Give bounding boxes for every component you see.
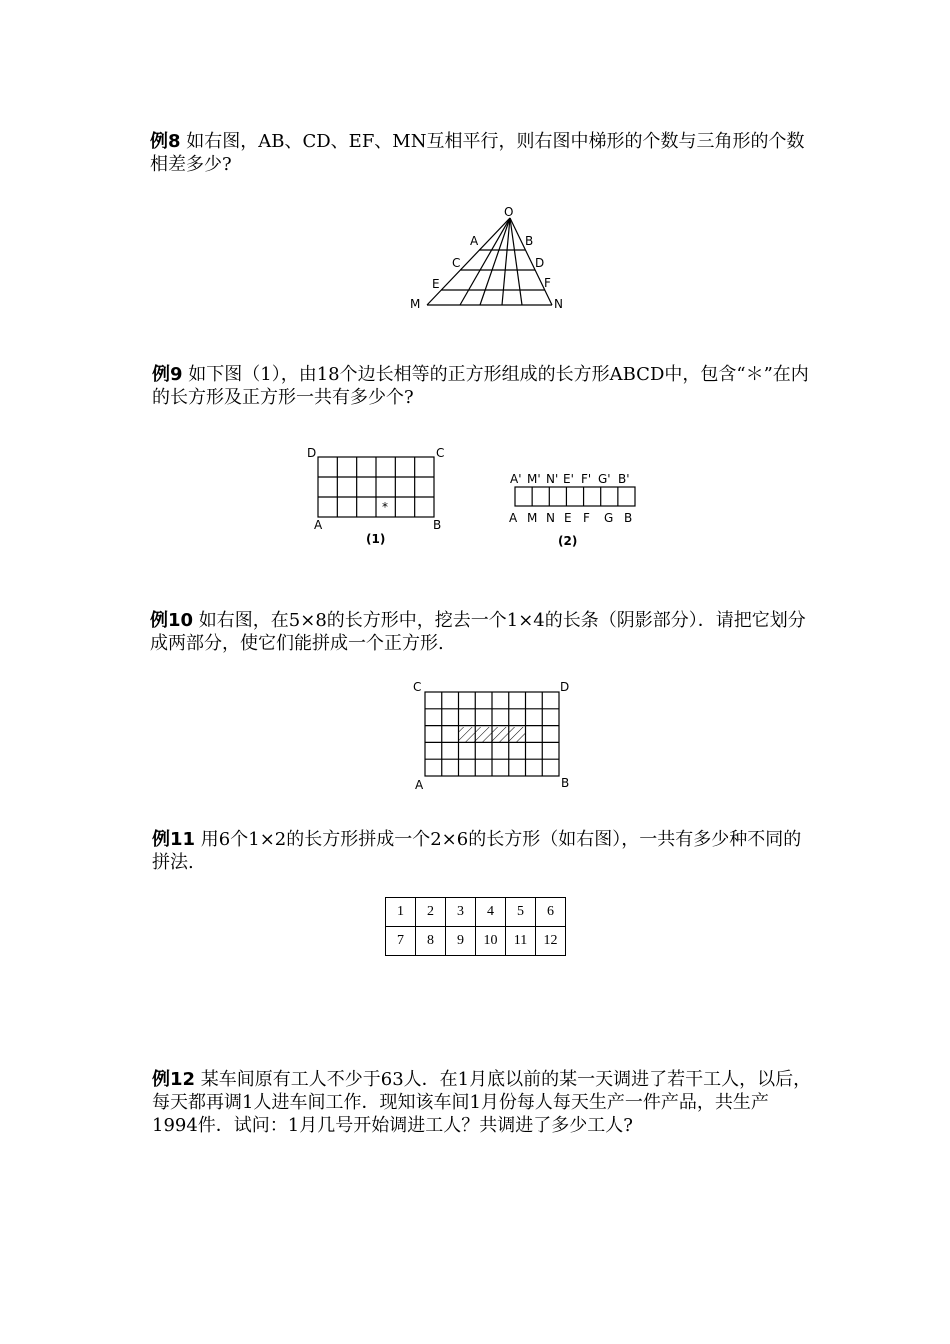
grid-cell: 4 <box>476 898 506 927</box>
bottom-label: A <box>509 511 518 525</box>
corner-label-a: A <box>415 778 424 792</box>
point-label-e: E <box>432 277 440 291</box>
top-label: F' <box>581 472 592 486</box>
point-label-n: N <box>554 297 563 311</box>
grid-cell: 6 <box>536 898 566 927</box>
corner-label-b: B <box>433 518 442 532</box>
bottom-label: F <box>583 511 590 525</box>
figure-strip-1x7 <box>500 462 650 552</box>
top-label: B' <box>618 472 630 486</box>
problem-text: 用6个1×2的长方形拼成一个2×6的长方形（如右图），一共有多少种不同的拼法. <box>152 829 802 873</box>
grid-cell: 5 <box>506 898 536 927</box>
corner-label-d: D <box>307 446 317 460</box>
corner-label-c: C <box>413 680 422 694</box>
bottom-label: N <box>546 511 555 525</box>
grid-cell: 7 <box>386 927 416 956</box>
point-label-f: F <box>544 276 551 290</box>
point-label-c: C <box>452 256 461 270</box>
problem-8 <box>150 130 810 176</box>
figure-caption: (2) <box>558 534 578 548</box>
bottom-label: G <box>604 511 614 525</box>
bottom-label: M <box>527 511 538 525</box>
grid-cell: 9 <box>446 927 476 956</box>
corner-label-d: D <box>560 680 570 694</box>
point-label-d: D <box>535 256 545 270</box>
top-label: A' <box>510 472 522 486</box>
figure-caption: (1) <box>366 532 386 546</box>
problem-label: 例8 <box>150 131 181 152</box>
problem-label: 例12 <box>152 1069 196 1090</box>
problem-11 <box>152 828 812 874</box>
point-label-a: A <box>470 234 479 248</box>
grid-cell: 1 <box>386 898 416 927</box>
problem-text: 如右图，在5×8的长方形中，挖去一个1×4的长条（阴影部分）．请把它划分成两部分，使它们能拼成一个正方形. <box>150 610 806 654</box>
bottom-label: E <box>564 511 572 525</box>
problem-text: 如下图（1），由18个边长相等的正方形组成的长方形ABCD中，包含“＊”在内的长方形及正方形一共有多少个? <box>152 364 809 408</box>
problem-label: 例11 <box>152 829 196 850</box>
top-label: N' <box>546 472 559 486</box>
figure-grid-5x8 <box>405 675 585 795</box>
grid-cell: 3 <box>446 898 476 927</box>
figure-trapezoid-fan <box>400 200 580 315</box>
problem-12 <box>152 1068 812 1137</box>
top-label: G' <box>598 472 611 486</box>
star-mark: * <box>382 500 388 514</box>
top-label: E' <box>563 472 574 486</box>
problem-label: 例9 <box>152 364 183 385</box>
problem-9 <box>152 363 812 409</box>
numbered-grid-2x6 <box>385 897 566 956</box>
problem-label: 例10 <box>150 610 194 631</box>
corner-label-a: A <box>314 518 323 532</box>
corner-label-c: C <box>436 446 445 460</box>
problem-text: 如右图，AB、CD、EF、MN互相平行，则右图中梯形的个数与三角形的个数相差多少? <box>150 131 805 175</box>
problem-10 <box>150 609 810 655</box>
grid-cell: 8 <box>416 927 446 956</box>
figure-grid-3x6 <box>300 443 460 553</box>
bottom-label: B <box>624 511 633 525</box>
point-label-o: O <box>504 205 514 219</box>
grid-cell: 10 <box>476 927 506 956</box>
grid-cell: 2 <box>416 898 446 927</box>
grid-cell: 11 <box>506 927 536 956</box>
top-label: M' <box>527 472 541 486</box>
problem-text: 某车间原有工人不少于63人．在1月底以前的某一天调进了若干工人，以后，每天都再调1人进车间工作．现知该车间1月份每人每天生产一件产品，共生产1994件．试问：1月几号开始调进工人？共调进了多少工人? <box>152 1069 812 1136</box>
corner-label-b: B <box>561 776 570 790</box>
point-label-b: B <box>525 234 534 248</box>
point-label-m: M <box>410 297 421 311</box>
grid-cell: 12 <box>536 927 566 956</box>
